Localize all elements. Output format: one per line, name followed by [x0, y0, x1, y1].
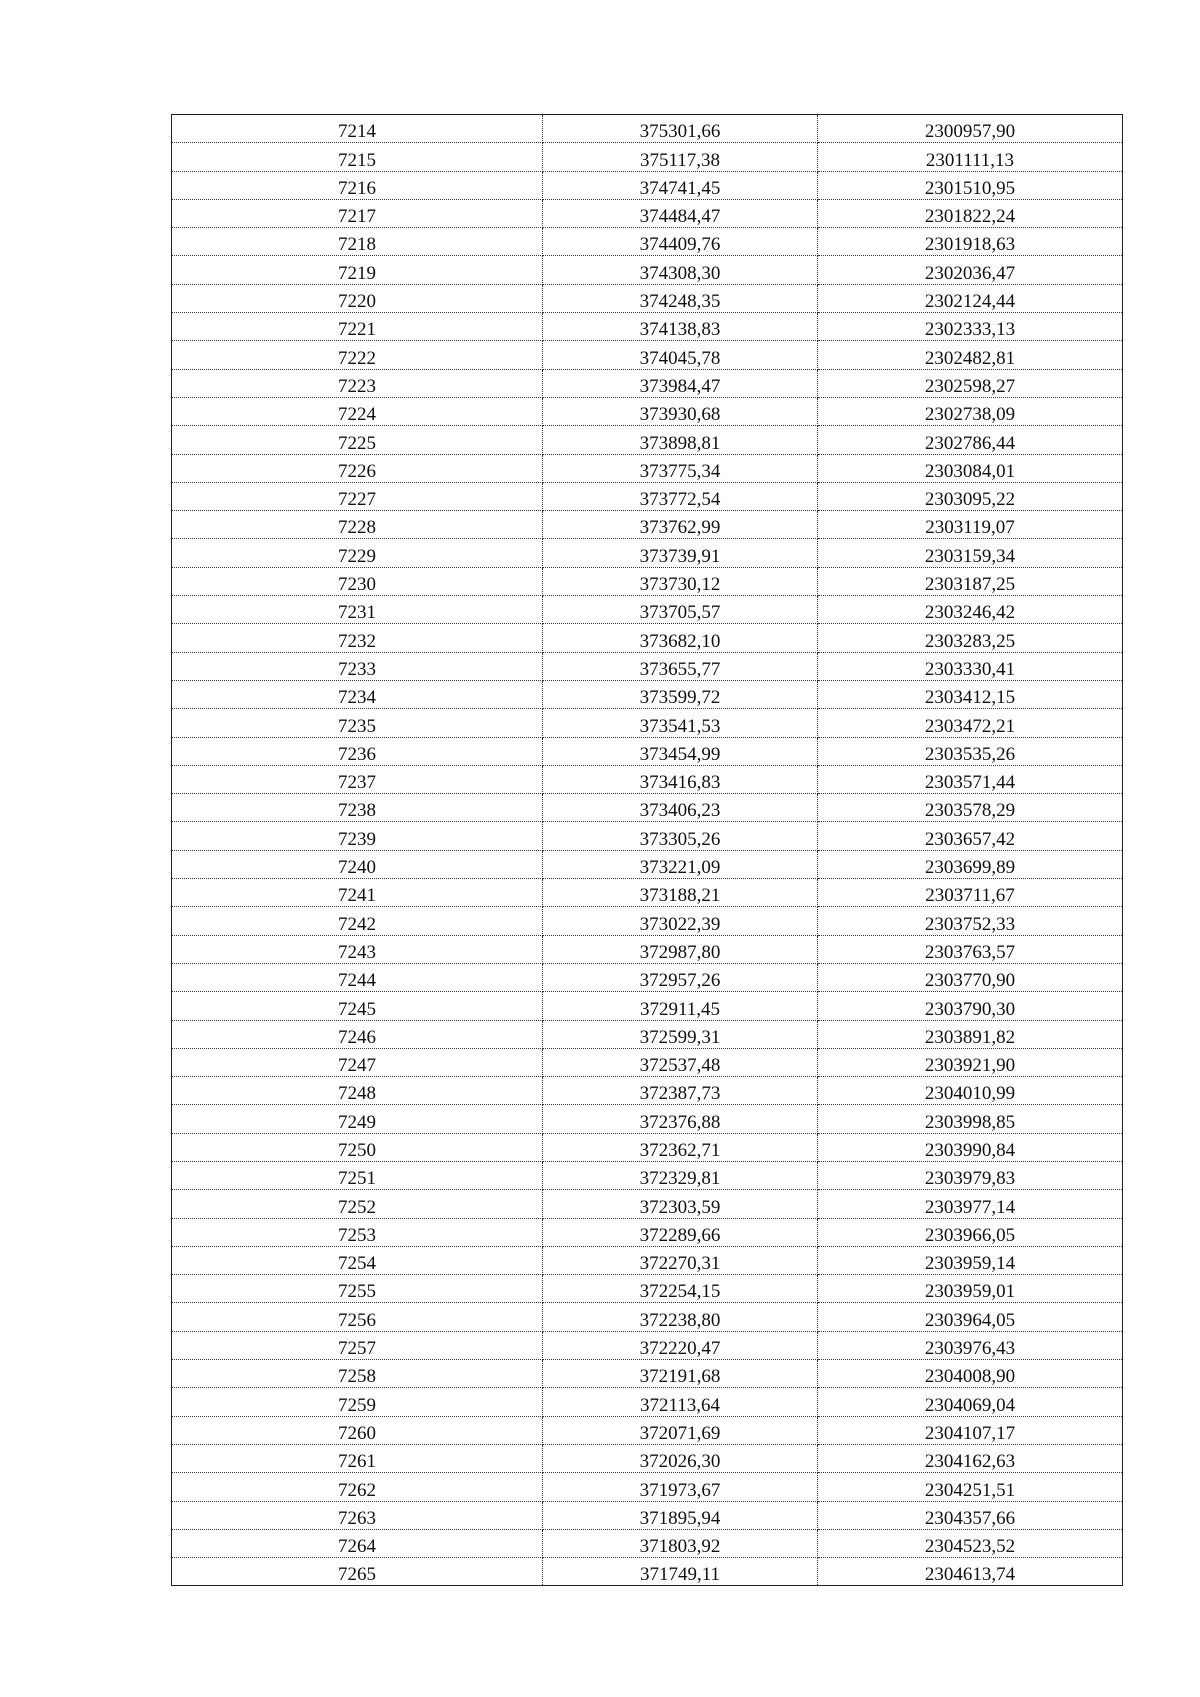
y-coordinate-cell: 2304010,99: [818, 1077, 1123, 1105]
point-number-cell: 7223: [172, 369, 543, 397]
y-coordinate-cell: 2303959,14: [818, 1246, 1123, 1274]
point-number-cell: 7250: [172, 1133, 543, 1161]
x-coordinate-cell: 373772,54: [543, 482, 818, 510]
y-coordinate-cell: 2303571,44: [818, 765, 1123, 793]
y-coordinate-cell: 2303330,41: [818, 652, 1123, 680]
point-number-cell: 7261: [172, 1444, 543, 1472]
table-row: [172, 624, 1123, 652]
y-coordinate-cell: 2302036,47: [818, 256, 1123, 284]
x-coordinate-cell: 374248,35: [543, 284, 818, 312]
x-coordinate-cell: 373775,34: [543, 454, 818, 482]
point-number-cell: 7253: [172, 1218, 543, 1246]
table-row: [172, 171, 1123, 199]
y-coordinate-cell: 2303998,85: [818, 1105, 1123, 1133]
table-row: [172, 256, 1123, 284]
point-number-cell: 7264: [172, 1529, 543, 1557]
y-coordinate-cell: 2303979,83: [818, 1161, 1123, 1189]
x-coordinate-cell: 373739,91: [543, 539, 818, 567]
y-coordinate-cell: 2301510,95: [818, 171, 1123, 199]
x-coordinate-cell: 372303,59: [543, 1190, 818, 1218]
table-row: [172, 822, 1123, 850]
x-coordinate-cell: 371749,11: [543, 1558, 818, 1586]
x-coordinate-cell: 373730,12: [543, 567, 818, 595]
y-coordinate-cell: 2303283,25: [818, 624, 1123, 652]
y-coordinate-cell: 2303964,05: [818, 1303, 1123, 1331]
x-coordinate-cell: 372376,88: [543, 1105, 818, 1133]
x-coordinate-cell: 372220,47: [543, 1331, 818, 1359]
point-number-cell: 7254: [172, 1246, 543, 1274]
point-number-cell: 7259: [172, 1388, 543, 1416]
y-coordinate-cell: 2300957,90: [818, 115, 1123, 143]
y-coordinate-cell: 2303412,15: [818, 680, 1123, 708]
table-row: [172, 1558, 1123, 1586]
point-number-cell: 7226: [172, 454, 543, 482]
y-coordinate-cell: 2302333,13: [818, 313, 1123, 341]
y-coordinate-cell: 2303187,25: [818, 567, 1123, 595]
table-row: [172, 935, 1123, 963]
y-coordinate-cell: 2303095,22: [818, 482, 1123, 510]
table-row: [172, 199, 1123, 227]
x-coordinate-cell: 374741,45: [543, 171, 818, 199]
x-coordinate-cell: 372289,66: [543, 1218, 818, 1246]
table-row: [172, 794, 1123, 822]
point-number-cell: 7222: [172, 341, 543, 369]
table-row: [172, 1218, 1123, 1246]
table-row: [172, 397, 1123, 425]
point-number-cell: 7224: [172, 397, 543, 425]
point-number-cell: 7263: [172, 1501, 543, 1529]
point-number-cell: 7244: [172, 963, 543, 991]
point-number-cell: 7232: [172, 624, 543, 652]
y-coordinate-cell: 2304251,51: [818, 1473, 1123, 1501]
x-coordinate-cell: 373541,53: [543, 709, 818, 737]
y-coordinate-cell: 2304069,04: [818, 1388, 1123, 1416]
x-coordinate-cell: 374484,47: [543, 199, 818, 227]
y-coordinate-cell: 2303990,84: [818, 1133, 1123, 1161]
x-coordinate-cell: 372238,80: [543, 1303, 818, 1331]
table-row: [172, 992, 1123, 1020]
x-coordinate-cell: 373762,99: [543, 511, 818, 539]
point-number-cell: 7225: [172, 426, 543, 454]
point-number-cell: 7231: [172, 596, 543, 624]
point-number-cell: 7218: [172, 228, 543, 256]
table-row: [172, 850, 1123, 878]
x-coordinate-cell: 372254,15: [543, 1275, 818, 1303]
x-coordinate-cell: 373305,26: [543, 822, 818, 850]
table-row: [172, 1048, 1123, 1076]
table-row: [172, 341, 1123, 369]
table-row: [172, 426, 1123, 454]
point-number-cell: 7233: [172, 652, 543, 680]
table-row: [172, 511, 1123, 539]
x-coordinate-cell: 373188,21: [543, 879, 818, 907]
point-number-cell: 7237: [172, 765, 543, 793]
table-row: [172, 1077, 1123, 1105]
y-coordinate-cell: 2304357,66: [818, 1501, 1123, 1529]
x-coordinate-cell: 373930,68: [543, 397, 818, 425]
point-number-cell: 7247: [172, 1048, 543, 1076]
y-coordinate-cell: 2304523,52: [818, 1529, 1123, 1557]
x-coordinate-cell: 372537,48: [543, 1048, 818, 1076]
point-number-cell: 7245: [172, 992, 543, 1020]
table-row: [172, 482, 1123, 510]
y-coordinate-cell: 2303699,89: [818, 850, 1123, 878]
x-coordinate-cell: 371895,94: [543, 1501, 818, 1529]
point-number-cell: 7230: [172, 567, 543, 595]
x-coordinate-cell: 372270,31: [543, 1246, 818, 1274]
point-number-cell: 7257: [172, 1331, 543, 1359]
y-coordinate-cell: 2301111,13: [818, 143, 1123, 171]
table-row: [172, 1416, 1123, 1444]
table-row: [172, 567, 1123, 595]
x-coordinate-cell: 372957,26: [543, 963, 818, 991]
y-coordinate-cell: 2303472,21: [818, 709, 1123, 737]
table-row: [172, 454, 1123, 482]
y-coordinate-cell: 2303711,67: [818, 879, 1123, 907]
table-row: [172, 1388, 1123, 1416]
table-row: [172, 369, 1123, 397]
x-coordinate-cell: 374409,76: [543, 228, 818, 256]
point-number-cell: 7235: [172, 709, 543, 737]
point-number-cell: 7238: [172, 794, 543, 822]
y-coordinate-cell: 2302738,09: [818, 397, 1123, 425]
y-coordinate-cell: 2303977,14: [818, 1190, 1123, 1218]
table-row: [172, 737, 1123, 765]
table-row: [172, 765, 1123, 793]
table-row: [172, 1133, 1123, 1161]
point-number-cell: 7256: [172, 1303, 543, 1331]
point-number-cell: 7246: [172, 1020, 543, 1048]
table-row: [172, 963, 1123, 991]
point-number-cell: 7251: [172, 1161, 543, 1189]
table-row: [172, 1161, 1123, 1189]
point-number-cell: 7240: [172, 850, 543, 878]
point-number-cell: 7249: [172, 1105, 543, 1133]
point-number-cell: 7217: [172, 199, 543, 227]
y-coordinate-cell: 2303246,42: [818, 596, 1123, 624]
point-number-cell: 7228: [172, 511, 543, 539]
y-coordinate-cell: 2304107,17: [818, 1416, 1123, 1444]
y-coordinate-cell: 2303535,26: [818, 737, 1123, 765]
y-coordinate-cell: 2303763,57: [818, 935, 1123, 963]
point-number-cell: 7215: [172, 143, 543, 171]
y-coordinate-cell: 2303891,82: [818, 1020, 1123, 1048]
x-coordinate-cell: 373655,77: [543, 652, 818, 680]
y-coordinate-cell: 2304162,63: [818, 1444, 1123, 1472]
x-coordinate-cell: 373682,10: [543, 624, 818, 652]
point-number-cell: 7243: [172, 935, 543, 963]
table-row: [172, 652, 1123, 680]
table-row: [172, 680, 1123, 708]
table-row: [172, 539, 1123, 567]
x-coordinate-cell: 372026,30: [543, 1444, 818, 1472]
y-coordinate-cell: 2303159,34: [818, 539, 1123, 567]
x-coordinate-cell: 373022,39: [543, 907, 818, 935]
table-row: [172, 596, 1123, 624]
table-row: [172, 1275, 1123, 1303]
table-row: [172, 115, 1123, 143]
y-coordinate-cell: 2303921,90: [818, 1048, 1123, 1076]
x-coordinate-cell: 372071,69: [543, 1416, 818, 1444]
table-row: [172, 1020, 1123, 1048]
x-coordinate-cell: 373898,81: [543, 426, 818, 454]
y-coordinate-cell: 2302482,81: [818, 341, 1123, 369]
y-coordinate-cell: 2301918,63: [818, 228, 1123, 256]
x-coordinate-cell: 372329,81: [543, 1161, 818, 1189]
table-row: [172, 143, 1123, 171]
table-row: [172, 907, 1123, 935]
point-number-cell: 7265: [172, 1558, 543, 1586]
y-coordinate-cell: 2303657,42: [818, 822, 1123, 850]
point-number-cell: 7234: [172, 680, 543, 708]
x-coordinate-cell: 372362,71: [543, 1133, 818, 1161]
x-coordinate-cell: 372113,64: [543, 1388, 818, 1416]
table-row: [172, 1501, 1123, 1529]
point-number-cell: 7248: [172, 1077, 543, 1105]
y-coordinate-cell: 2304613,74: [818, 1558, 1123, 1586]
table-row: [172, 1331, 1123, 1359]
point-number-cell: 7227: [172, 482, 543, 510]
y-coordinate-cell: 2303770,90: [818, 963, 1123, 991]
table-row: [172, 1303, 1123, 1331]
coordinates-table: [171, 114, 1123, 1586]
point-number-cell: 7239: [172, 822, 543, 850]
y-coordinate-cell: 2303578,29: [818, 794, 1123, 822]
table-row: [172, 313, 1123, 341]
table-row: [172, 1473, 1123, 1501]
x-coordinate-cell: 374138,83: [543, 313, 818, 341]
point-number-cell: 7216: [172, 171, 543, 199]
point-number-cell: 7252: [172, 1190, 543, 1218]
x-coordinate-cell: 373599,72: [543, 680, 818, 708]
y-coordinate-cell: 2302124,44: [818, 284, 1123, 312]
x-coordinate-cell: 375301,66: [543, 115, 818, 143]
y-coordinate-cell: 2303790,30: [818, 992, 1123, 1020]
point-number-cell: 7262: [172, 1473, 543, 1501]
table-row: [172, 228, 1123, 256]
x-coordinate-cell: 372987,80: [543, 935, 818, 963]
x-coordinate-cell: 375117,38: [543, 143, 818, 171]
point-number-cell: 7260: [172, 1416, 543, 1444]
x-coordinate-cell: 373221,09: [543, 850, 818, 878]
x-coordinate-cell: 373416,83: [543, 765, 818, 793]
x-coordinate-cell: 374045,78: [543, 341, 818, 369]
point-number-cell: 7242: [172, 907, 543, 935]
x-coordinate-cell: 373406,23: [543, 794, 818, 822]
x-coordinate-cell: 371803,92: [543, 1529, 818, 1557]
y-coordinate-cell: 2303976,43: [818, 1331, 1123, 1359]
table-row: [172, 284, 1123, 312]
y-coordinate-cell: 2304008,90: [818, 1360, 1123, 1388]
table-row: [172, 1529, 1123, 1557]
y-coordinate-cell: 2303966,05: [818, 1218, 1123, 1246]
x-coordinate-cell: 373984,47: [543, 369, 818, 397]
point-number-cell: 7255: [172, 1275, 543, 1303]
x-coordinate-cell: 374308,30: [543, 256, 818, 284]
x-coordinate-cell: 372387,73: [543, 1077, 818, 1105]
point-number-cell: 7214: [172, 115, 543, 143]
x-coordinate-cell: 373454,99: [543, 737, 818, 765]
table-row: [172, 1190, 1123, 1218]
x-coordinate-cell: 371973,67: [543, 1473, 818, 1501]
table-row: [172, 1444, 1123, 1472]
table-row: [172, 1360, 1123, 1388]
coordinates-table-body: [172, 115, 1123, 1586]
point-number-cell: 7236: [172, 737, 543, 765]
point-number-cell: 7241: [172, 879, 543, 907]
table-row: [172, 709, 1123, 737]
y-coordinate-cell: 2302598,27: [818, 369, 1123, 397]
table-row: [172, 879, 1123, 907]
x-coordinate-cell: 373705,57: [543, 596, 818, 624]
x-coordinate-cell: 372599,31: [543, 1020, 818, 1048]
table-row: [172, 1246, 1123, 1274]
table-row: [172, 1105, 1123, 1133]
y-coordinate-cell: 2303119,07: [818, 511, 1123, 539]
point-number-cell: 7219: [172, 256, 543, 284]
x-coordinate-cell: 372911,45: [543, 992, 818, 1020]
point-number-cell: 7220: [172, 284, 543, 312]
y-coordinate-cell: 2303084,01: [818, 454, 1123, 482]
point-number-cell: 7221: [172, 313, 543, 341]
y-coordinate-cell: 2303752,33: [818, 907, 1123, 935]
x-coordinate-cell: 372191,68: [543, 1360, 818, 1388]
y-coordinate-cell: 2301822,24: [818, 199, 1123, 227]
point-number-cell: 7229: [172, 539, 543, 567]
point-number-cell: 7258: [172, 1360, 543, 1388]
y-coordinate-cell: 2303959,01: [818, 1275, 1123, 1303]
y-coordinate-cell: 2302786,44: [818, 426, 1123, 454]
